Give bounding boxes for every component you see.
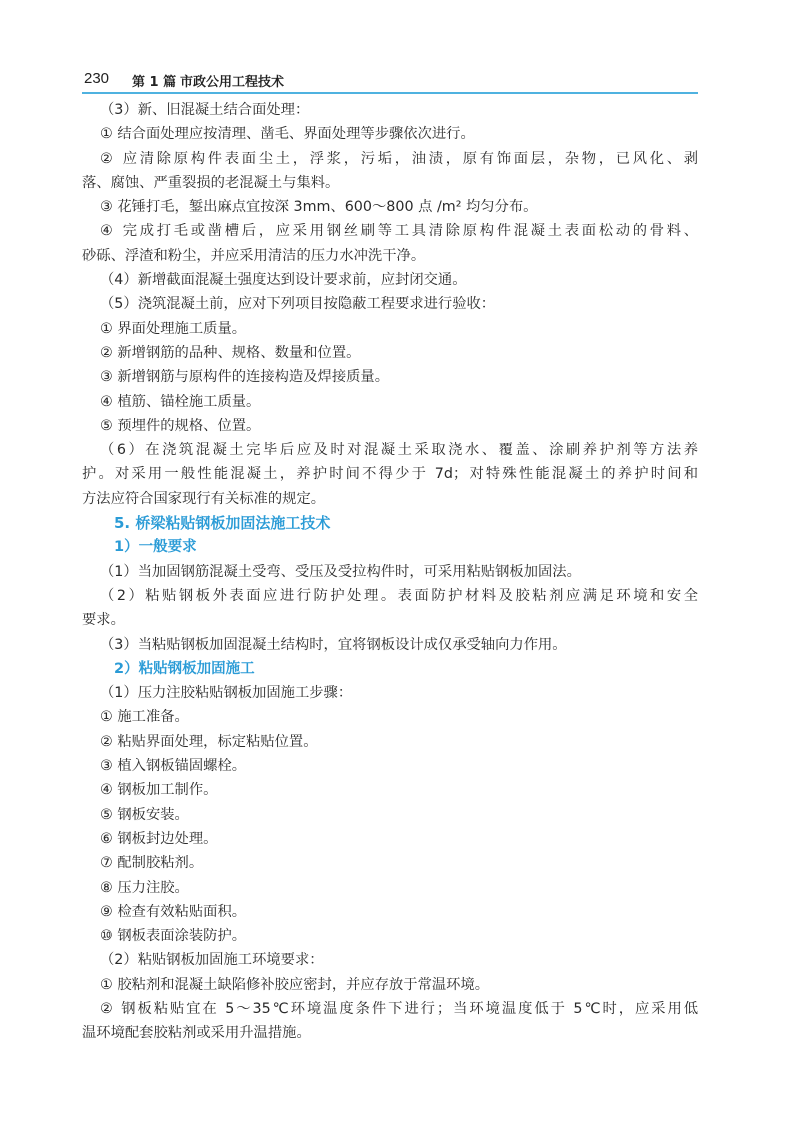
paragraph-line: 温环境配套胶粘剂或采用升温措施。	[82, 1025, 311, 1042]
paragraph-line: ① 施工准备。	[100, 709, 189, 726]
paragraph-line: （2）粘贴钢板加固施工环境要求：	[100, 952, 324, 969]
paragraph-line: （3）当粘贴钢板加固混凝土结构时，宜将钢板设计成仅承受轴向力作用。	[100, 636, 567, 653]
header-rule	[82, 92, 698, 94]
paragraph-line: ④ 完成打毛或凿槽后，应采用钢丝刷等工具清除原构件混凝土表面松动的骨料、	[100, 223, 698, 240]
paragraph-line: ⑧ 压力注胶。	[100, 879, 189, 896]
paragraph-line: 护。对采用一般性能混凝土，养护时间不得少于 7d；对特殊性能混凝土的养护时间和	[82, 466, 698, 483]
paragraph-line: ③ 花锤打毛，錾出麻点宜按深 3mm、600～800 点 /m² 均匀分布。	[100, 199, 538, 216]
paragraph-line: （4）新增截面混凝土强度达到设计要求前，应封闭交通。	[100, 272, 467, 289]
subsection-heading: 2）粘贴钢板加固施工	[114, 660, 255, 677]
paragraph-line: 砂砾、浮渣和粉尘，并应采用清洁的压力水冲洗干净。	[82, 247, 426, 264]
paragraph-line: （6）在浇筑混凝土完毕后应及时对混凝土采取浇水、覆盖、涂刷养护剂等方法养	[100, 442, 698, 459]
paragraph-line: ④ 钢板加工制作。	[100, 782, 218, 799]
paragraph-line: ④ 植筋、锚栓施工质量。	[100, 393, 261, 410]
page-body	[82, 98, 698, 1046]
subsection-heading: 1）一般要求	[114, 539, 197, 556]
page-header	[82, 68, 698, 94]
paragraph-line: （1）压力注胶粘贴钢板加固施工步骤：	[100, 685, 353, 702]
paragraph-line: 要求。	[82, 612, 125, 629]
paragraph-line: ③ 新增钢筋与原构件的连接构造及焊接质量。	[100, 369, 390, 386]
page-number: 230	[84, 70, 110, 87]
paragraph-line: 方法应符合国家现行有关标准的规定。	[82, 490, 326, 507]
paragraph-line: （5）浇筑混凝土前，应对下列项目按隐蔽工程要求进行验收：	[100, 296, 496, 313]
paragraph-line: ⑩ 钢板表面涂装防护。	[100, 928, 247, 945]
paragraph-line: ⑥ 钢板封边处理。	[100, 830, 218, 847]
paragraph-line: ② 新增钢筋的品种、规格、数量和位置。	[100, 344, 361, 361]
paragraph-line: ② 钢板粘贴宜在 5～35℃环境温度条件下进行；当环境温度低于 5℃时，应采用低	[100, 1000, 698, 1017]
paragraph-line: （1）当加固钢筋混凝土受弯、受压及受拉构件时，可采用粘贴钢板加固法。	[100, 563, 581, 580]
paragraph-line: （2）粘贴钢板外表面应进行防护处理。表面防护材料及胶粘剂应满足环境和安全	[100, 587, 698, 604]
section-heading: 5. 桥梁粘贴钢板加固法施工技术	[114, 514, 331, 533]
paragraph-line: ⑤ 预埋件的规格、位置。	[100, 417, 261, 434]
paragraph-line: ⑦ 配制胶粘剂。	[100, 855, 204, 872]
paragraph-line: ② 粘贴界面处理，标定粘贴位置。	[100, 733, 318, 750]
paragraph-line: ③ 植入钢板锚固螺栓。	[100, 758, 247, 775]
paragraph-line: ① 界面处理施工质量。	[100, 320, 247, 337]
paragraph-line: ⑨ 检查有效粘贴面积。	[100, 903, 247, 920]
paragraph-line: ① 结合面处理应按清理、凿毛、界面处理等步骤依次进行。	[100, 126, 475, 143]
paragraph-line: ① 胶粘剂和混凝土缺陷修补胶应密封，并应存放于常温环境。	[100, 976, 490, 993]
paragraph-line: 落、腐蚀、严重裂损的老混凝土与集料。	[82, 174, 340, 191]
paragraph-line: ② 应清除原构件表面尘土，浮浆，污垢，油渍，原有饰面层，杂物，已风化、剥	[100, 150, 698, 167]
paragraph-line: （3）新、旧混凝土结合面处理：	[100, 102, 310, 118]
part-title: 市政公用工程技术	[180, 75, 285, 90]
paragraph-line: ⑤ 钢板安装。	[100, 806, 189, 823]
part-label: 第 1 篇	[132, 75, 177, 90]
